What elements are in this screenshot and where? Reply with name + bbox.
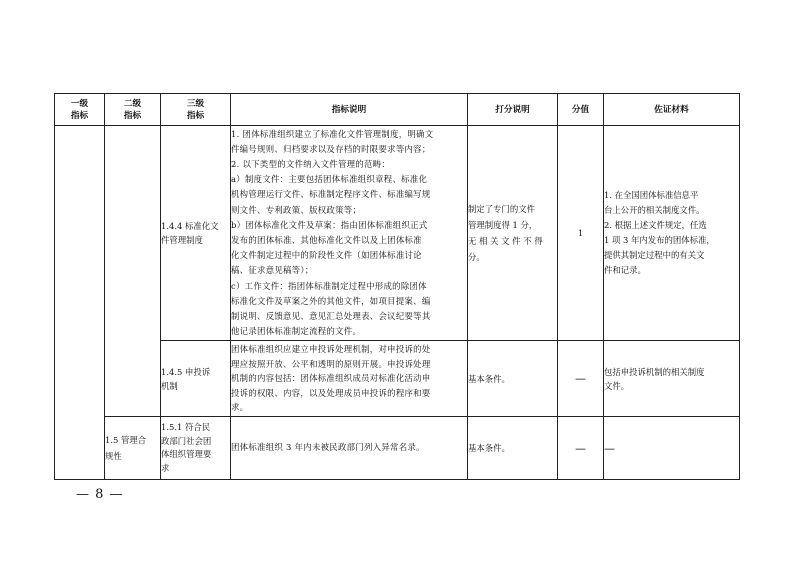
table-row <box>55 126 740 341</box>
description-cell: 团体标准组织应建立申投诉处理机制，对申投诉的处 理应按照开放、公平和透明的原则开展。申投诉处理 机制的内容包括：团体标准组织成员对标准化活动申 投诉的权限、内容，以及处理成员申投诉的程序和要 求。 <box>231 341 468 417</box>
level3-cell: 1.5.1 符合民 政部门社会团 体组织管理要 求 <box>161 417 231 480</box>
evaluation-table <box>54 93 740 480</box>
description-cell: 1. 团体标准组织建立了标准化文件管理制度，明确文 件编号规则、归档要求以及存档的时限要求等内容； 2. 以下类型的文件纳入文件管理的范畴： a）制度文件：主要包括团体标准组织章程、标准化 机构管理运行文件、标准制定程序文件、标准编写规 则文件、专利政策、版权政策等； b）团体标准化文件及草案：指由团体标准组织正式 发布的团体标准、其他标准化文件以及上团体标准 化文件制定过程中的阶段性文件（如团体标准讨论 稿、征求意见稿等）； c）工作文件：指团体标准制定过程中形成的除团体 标准化文件及草案之外的其他文件，如项目提案、编 制说明、反馈意见、意见汇总处理表、会议纪要等其 他记录团体标准制定流程的文件。 <box>231 126 468 341</box>
scoring-cell: 基本条件。 <box>468 341 558 417</box>
header-scoring: 打分说明 <box>468 94 558 126</box>
evidence-cell: 包括申投诉机制的相关制度 文件。 <box>604 341 740 417</box>
level2-cell: 1.5 管理合 规性 <box>105 417 161 480</box>
level1-cell <box>55 126 105 480</box>
scoring-cell: 制定了专门的文件 管理制度得 1 分， 无 相 关 文 件 不 得 分。 <box>468 126 558 341</box>
level3-cell: 1.4.4 标准化文 件管理制度 <box>161 126 231 341</box>
scoring-cell: 基本条件。 <box>468 417 558 480</box>
score-cell: — <box>558 417 604 480</box>
header-level2: 二级 指标 <box>105 94 161 126</box>
header-level3: 三级 指标 <box>161 94 231 126</box>
description-cell: 团体标准组织 3 年内未被民政部门列入异常名录。 <box>231 417 468 480</box>
header-level1: 一级 指标 <box>55 94 105 126</box>
page-number: — 8 — <box>76 487 124 502</box>
level2-cell <box>105 126 161 417</box>
header-score: 分值 <box>558 94 604 126</box>
score-cell: — <box>558 341 604 417</box>
evidence-cell: — <box>604 417 740 480</box>
level3-cell: 1.4.5 申投诉 机制 <box>161 341 231 417</box>
score-cell: 1 <box>558 126 604 341</box>
table-row <box>55 417 740 480</box>
header-description: 指标说明 <box>231 94 468 126</box>
header-evidence: 佐证材料 <box>604 94 740 126</box>
evidence-cell: 1. 在全国团体标准信息平 台上公开的相关制度文件。 2. 根据上述文件规定，任选 1 项 3 年内发布的团体标准， 提供其制定过程中的有关文 件和记录。 <box>604 126 740 341</box>
table-header-row <box>55 94 740 126</box>
